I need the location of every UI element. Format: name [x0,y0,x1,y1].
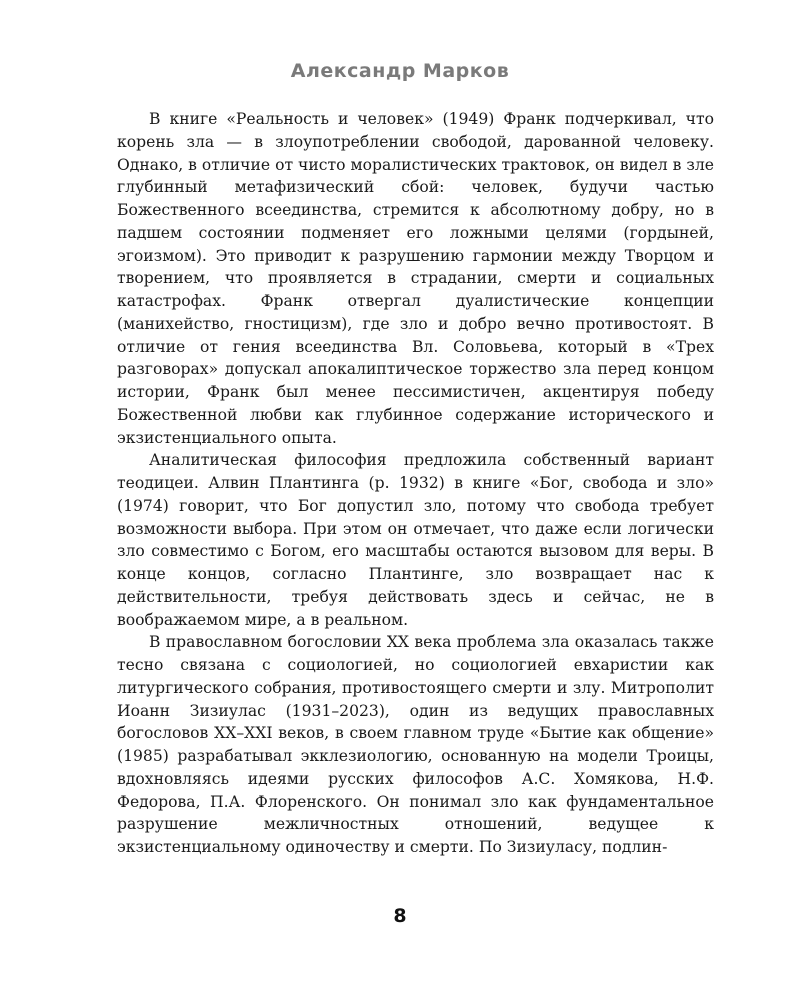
body-text [117,108,714,859]
page-number: 8 [393,905,407,927]
paragraph-frank: В книге «Реальность и человек» (1949) Франк подчеркивал, что корень зла — в злоупотреблении свободой, дарованной человеку. Однако, в отличие от чисто моралистических трактовок, он видел в зле глубинный метафизический сбой: человек, будучи частью Божественного всеединства, стремится к абсолютному добру, но в падшем состоянии подменяет его ложными целями (гордыней, эгоизмом). Это приводит к разрушению гармонии между Творцом и творением, что проявляется в страдании, смерти и социальных катастрофах. Франк отвергал дуалистические концепции (манихейство, гностицизм), где зло и добро вечно противостоят. В отличие от гения всеединства Вл. Соловьева, который в «Трех разговорах» допускал апокалиптическое торжество зла перед концом истории, Франк был менее пессимистичен, акцентируя победу Божественной любви как глубинное содержание исторического и экзистенциального опыта. [117,110,714,447]
paragraph-analytic-philosophy: Аналитическая философия предложила собственный вариант теодицеи. Алвин Плантинга (р. 1932) в книге «Бог, свобода и зло» (1974) говорит, что Бог допустил зло, потому что свобода требует возможности выбора. При этом он отмечает, что даже если логически зло совместимо с Богом, его масштабы остаются вызовом для веры. В конце концов, согласно Плантинге, зло возвращает нас к действительности, требуя действовать здесь и сейчас, не в воображаемом мире, а в реальном. [117,451,714,629]
running-head-author: Александр Марков [290,60,510,82]
paragraph-orthodox-theology: В православном богословии XX века проблема зла оказалась также тесно связана с социологией, но социологией евхаристии как литургического собрания, противостоящего смерти и злу. Митрополит Иоанн Зизиулас (1931–2023), один из ведущих православных богословов XX–XXI веков, в своем главном труде «Бытие как общение» (1985) разрабатывал экклезиологию, основанную на модели Троицы, вдохновляясь идеями русских философов А.С. Хомякова, Н.Ф. Федорова, П.А. Флоренского. Он понимал зло как фундаментальное разрушение межличностных отношений, ведущее к экзистенциальному одиночеству и смерти. По Зизиуласу, подлин- [117,633,714,856]
